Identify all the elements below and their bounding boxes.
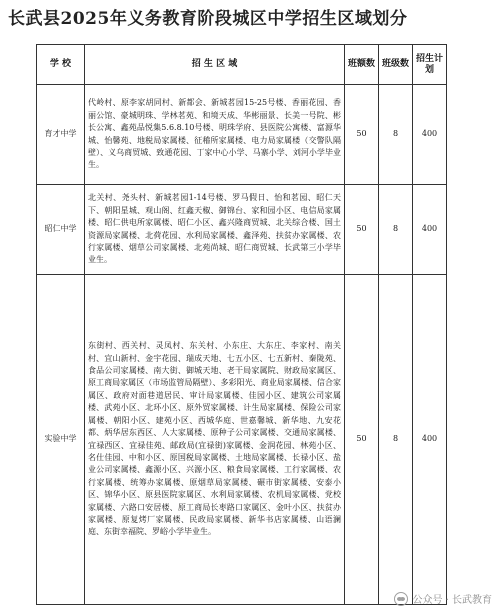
table-header-row [37,45,447,85]
header-classes: 班额数 [345,45,379,85]
area-text: 东街村、西关村、灵凤村、东关村、小东庄、大东庄、李家村、南关村、宜山新村、金宇花园、瑞成天地、七五小区、七五新村、秦陇苑、食品公司家属楼、南大街、御城天地、老干局家属院、财政局家属区、原工商局家属区（市场监管局隔壁）、多彩阳光、商业局家属楼、信合家属区、政府对面巷道居民、审计局家属楼、佳园小区、建筑公司家属楼、武苑小区、北环小区、原外贸家属楼、计生局家属楼、保险公司家属楼、朝阳小区、建苑小区、西城华庭、世嘉馨城、新华地、九安花都、炳华居东西区、人大家属楼、原种子公司家属楼、交通局家属楼、宜禄西区、宜禄佳苑、邮政局(宜禄街)家属楼、金润花园、林苑小区、名仕佳园、中和小区、原国税局家属楼、土地局家属楼、长禄小区、盐业公司家属楼、鑫源小区、兴源小区、粮食局家属楼、工行家属楼、农行家属楼、统筹办家属楼、原烟草局家属楼、碾市街家属楼、安泰小区、锦华小区、原县医院家属区、水利局家属楼、农机局家属楼、党校家属楼、六路口安居楼、原工商局长枣路口家属区、金叶小区、扶贫办家属楼、原复烤厂家属楼、民政局家属楼、新华书店家属楼、山语澜庭、东街幸福院、罗峪小学毕业生。 [85,275,345,605]
school-name: 育才中学 [37,85,85,185]
school-name: 实验中学 [37,275,85,605]
table-row [37,85,447,185]
plan-value: 400 [413,85,447,185]
watermark-text: 公众号 · 长武教育 [412,595,492,606]
page-title: 长武县2025年义务教育阶段城区中学招生区域划分 [8,9,408,29]
table-row [37,275,447,605]
classes-value: 50 [345,275,379,605]
header-grades: 班级数 [379,45,413,85]
table-row [37,185,447,275]
header-area: 招 生 区 域 [85,45,345,85]
grades-value: 8 [379,275,413,605]
classes-value: 50 [345,85,379,185]
grades-value: 8 [379,85,413,185]
school-name: 昭仁中学 [37,185,85,275]
area-text: 代岭村、原李家胡同村、新都会、新城茗园15-25号楼、香丽花园、香丽公馆、豪城明珠、学林茗苑、和境天成、华彬丽景、长美一号院、彬长公寓、鑫苑品悦集5.6.8.10号楼、明珠学府、县医院公寓楼、富源华城、怡馨苑、地税局家属楼、征稽所家属楼、电力局家属楼（交警队隔壁）、义乌商贸城、致通花园、丁家中心小学、马寨小学、刘河小学毕业生。 [85,85,345,185]
grades-value: 8 [379,185,413,275]
header-school: 学 校 [37,45,85,85]
header-plan: 招生计划 [413,45,447,85]
plan-value: 400 [413,275,447,605]
wechat-icon [394,592,408,606]
watermark [394,591,492,606]
area-text: 北关村、尧头村、新城茗园1-14号楼、罗马假日、怡和茗园、昭仁天下、朝阳星城、观山阁、红鑫天椒、御锦台、家和园小区、电信局家属楼、昭仁供电所家属楼、昭仁小区、鑫兴隆商贸城、北关综合楼、国土资源局家属楼、北荷花园、水利局家属楼、鑫泽苑、扶贫办家属楼、农行家属楼、烟草公司家属楼、北苑尚城、昭仁商贸城、长武第三小学毕业生。 [85,185,345,275]
classes-value: 50 [345,185,379,275]
enrollment-table [36,44,447,605]
plan-value: 400 [413,185,447,275]
